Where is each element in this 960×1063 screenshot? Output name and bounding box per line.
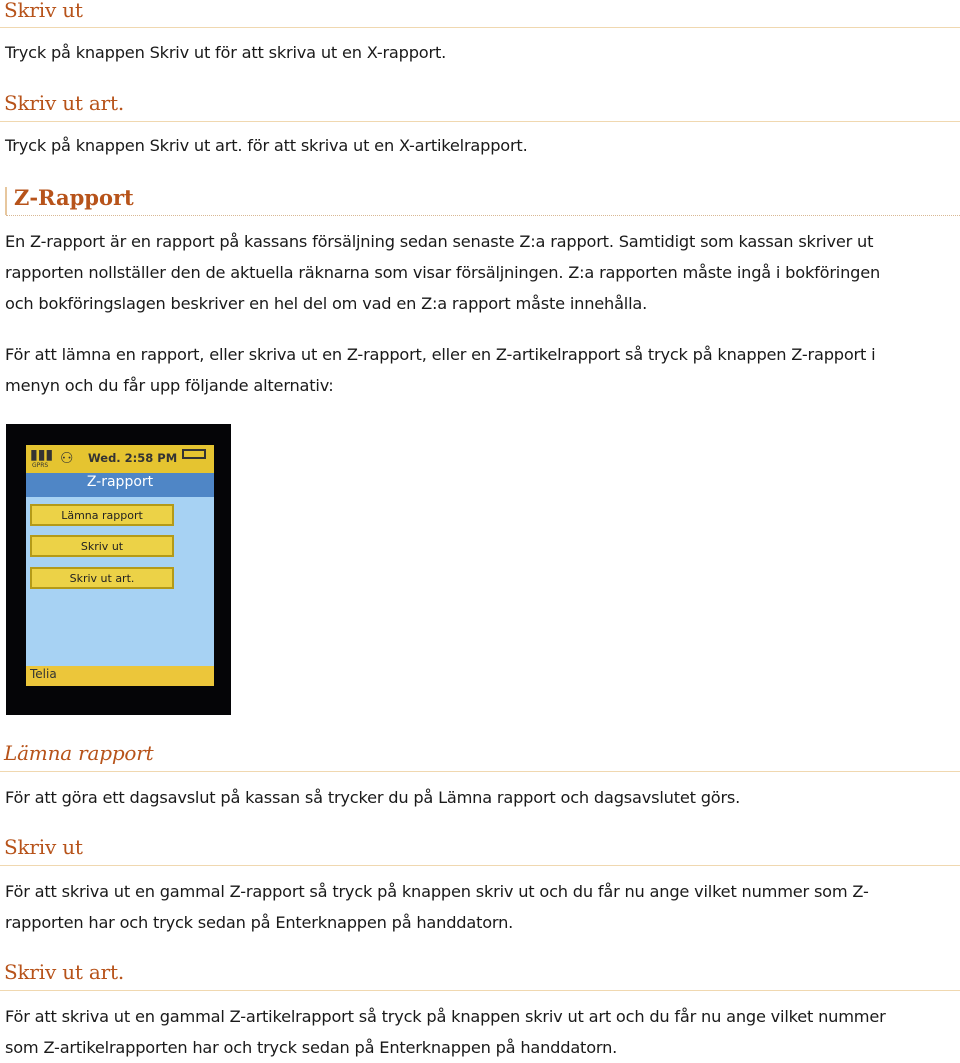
divider [0, 771, 960, 772]
z-rapport-line-2: rapporten nollställer den de aktuella räknarna som visar försäljningen. Z:a rapporten måste ingå i bokföringen [5, 263, 881, 282]
signal-icon: ▮▮▮ [30, 447, 54, 463]
skriv-ut-art-2-line-2: som Z-artikelrapporten har och tryck sedan på Enterknappen på handdatorn. [5, 1038, 618, 1057]
skriv-ut-button[interactable]: Skriv ut [30, 535, 174, 557]
divider [0, 27, 960, 28]
paragraph-skriv-ut: Tryck på knappen Skriv ut för att skriva ut en X-rapport. [5, 43, 447, 62]
heading-accent-bar [5, 187, 7, 215]
phone-title: Z-rapport [86, 474, 154, 490]
z-rapport-line-3: och bokföringslagen beskriver en hel del om vad en Z:a rapport måste innehålla. [5, 294, 648, 313]
paragraph-lamna-rapport: För att göra ett dagsavslut på kassan så trycker du på Lämna rapport och dagsavslutet görs. [5, 788, 741, 807]
phone-time: Wed. 2:58 PM [88, 451, 178, 465]
phone-bottom-bar [26, 666, 214, 686]
skriv-ut-2-line-1: För att skriva ut en gammal Z-rapport så tryck på knappen skriv ut och du får nu ange vilket nummer som Z- [5, 882, 869, 901]
phone-status-bar [26, 445, 214, 473]
heading-z-rapport: Z-Rapport [14, 185, 134, 210]
heading-lamna-rapport: Lämna rapport [4, 741, 154, 765]
phone-screenshot [6, 424, 231, 715]
divider [6, 215, 960, 216]
network-label: GPRS [32, 462, 49, 469]
instruction-line-1: För att lämna en rapport, eller skriva ut en Z-rapport, eller en Z-artikelrapport så tryck på knappen Z-rapport i [5, 345, 876, 364]
divider [0, 865, 960, 866]
z-rapport-line-1: En Z-rapport är en rapport på kassans försäljning sedan senaste Z:a rapport. Samtidigt som kassan skriver ut [5, 232, 874, 251]
bicycle-icon: ⚇ [60, 449, 74, 467]
skriv-ut-art-button[interactable]: Skriv ut art. [30, 567, 174, 589]
heading-skriv-ut-2: Skriv ut [4, 835, 83, 859]
phone-title-bar [26, 473, 214, 497]
heading-skriv-ut-art-2: Skriv ut art. [4, 960, 124, 984]
paragraph-skriv-ut-art: Tryck på knappen Skriv ut art. för att skriva ut en X-artikelrapport. [5, 136, 528, 155]
skriv-ut-art-2-line-1: För att skriva ut en gammal Z-artikelrapport så tryck på knappen skriv ut art och du får nu ange vilket nummer [5, 1007, 886, 1026]
divider [0, 121, 960, 122]
operator-label: Telia [30, 667, 57, 681]
lamna-rapport-button[interactable]: Lämna rapport [30, 504, 174, 526]
divider [0, 990, 960, 991]
skriv-ut-2-line-2: rapporten har och tryck sedan på Enterknappen på handdatorn. [5, 913, 514, 932]
heading-skriv-ut: Skriv ut [4, 0, 83, 22]
instruction-line-2: menyn och du får upp följande alternativ: [5, 376, 334, 395]
battery-icon [182, 449, 206, 459]
heading-skriv-ut-art: Skriv ut art. [4, 91, 124, 115]
